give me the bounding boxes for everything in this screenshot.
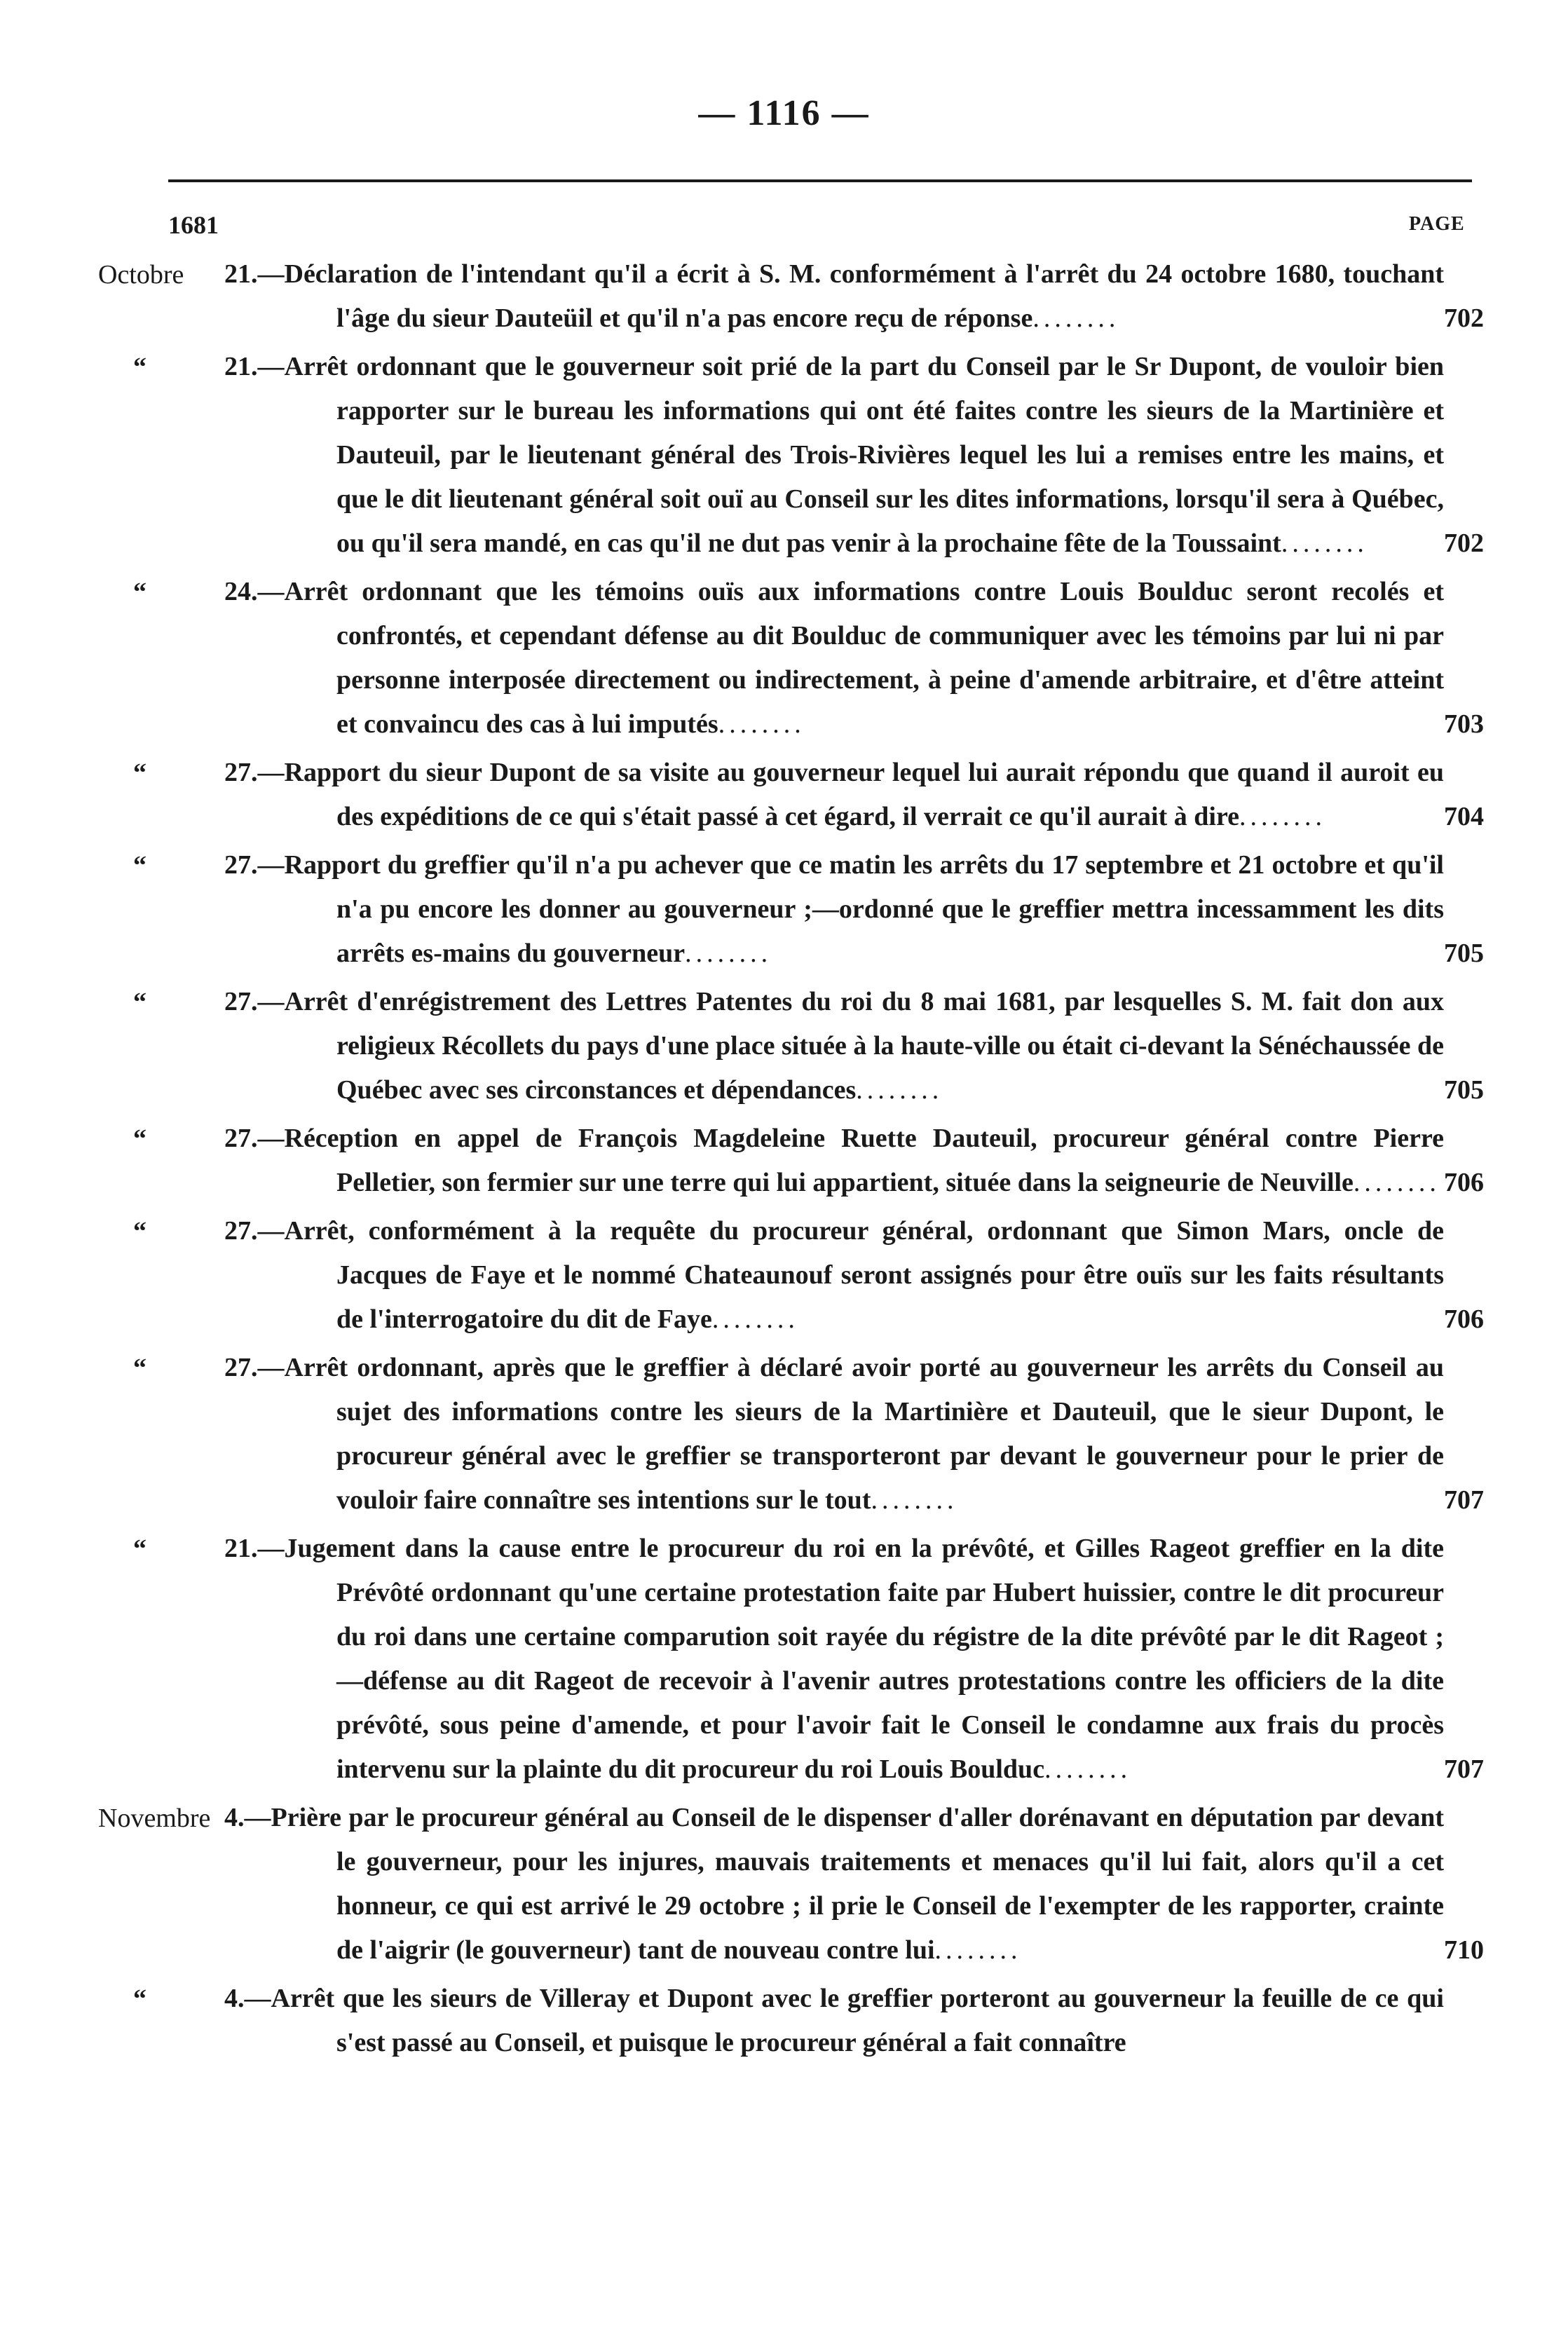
entry-body bbox=[224, 1117, 1444, 1205]
entry-body bbox=[224, 1796, 1444, 1972]
entry-day: 4. bbox=[224, 1984, 245, 2013]
leader-dots: ........ bbox=[685, 939, 772, 968]
list-item bbox=[0, 1977, 1568, 2065]
list-item bbox=[0, 1527, 1568, 1792]
ditto-mark: “ bbox=[133, 851, 146, 880]
entry-text: —Jugement dans la cause entre le procureur du roi en la prévôté, et Gilles Rageot greffier en la dite Prévôté ordonnant qu'une certaine protestation faite par Hubert huissier, contre le dit procureur du roi dans une certaine comparution soit rayée du régistre de la dite prévôté par le dit Rageot ;—défense au dit Rageot de recevoir à l'avenir autres protestations contre les officiers de la dite prévôté, sous peine d'amende, et pour l'avoir fait le Conseil le condamne aux frais du procès intervenu sur la plainte du dit procureur du roi Louis Boulduc bbox=[257, 1534, 1444, 1784]
entry-list bbox=[0, 252, 1568, 2069]
entry-day: 27. bbox=[224, 1216, 258, 1246]
entry-month: Octobre bbox=[98, 260, 184, 289]
entry-text: —Arrêt ordonnant, après que le greffier à déclaré avoir porté au gouverneur les arrêts du Conseil au sujet des informations contre les sieurs de la Martinière et Dauteuil, que le sieur Dupont, le procureur général avec le greffier se transporteront par devant le gouverneur pour le prier de vouloir faire connaître ses intentions sur le tout bbox=[257, 1353, 1444, 1515]
entry-body bbox=[224, 252, 1444, 341]
list-item bbox=[0, 1346, 1568, 1522]
entry-day: 4. bbox=[224, 1803, 245, 1832]
entry-body bbox=[224, 570, 1444, 747]
leader-dots: ........ bbox=[1032, 304, 1120, 333]
entry-day: 27. bbox=[224, 758, 258, 787]
entry-day: 21. bbox=[224, 352, 258, 381]
entry-body bbox=[224, 980, 1444, 1112]
page-reference: 706 bbox=[1444, 1304, 1484, 1334]
entry-body bbox=[224, 1977, 1444, 2065]
leader-dots: ........ bbox=[871, 1485, 958, 1515]
ditto-mark: “ bbox=[133, 1984, 146, 2014]
page-reference: 705 bbox=[1444, 1075, 1484, 1105]
entry-day: 27. bbox=[224, 987, 258, 1016]
entry-body bbox=[224, 1209, 1444, 1342]
ditto-mark: “ bbox=[133, 578, 146, 607]
page-reference: 707 bbox=[1444, 1485, 1484, 1515]
page-reference: 703 bbox=[1444, 709, 1484, 739]
entry-day: 27. bbox=[224, 1124, 258, 1153]
leader-dots: ........ bbox=[1353, 1168, 1440, 1197]
leader-dots: ........ bbox=[856, 1075, 943, 1105]
leader-dots: ........ bbox=[1044, 1754, 1132, 1784]
entry-month: Novembre bbox=[98, 1804, 211, 1833]
ditto-mark: “ bbox=[133, 1124, 146, 1154]
entry-day: 27. bbox=[224, 1353, 258, 1382]
page-reference: 704 bbox=[1444, 802, 1484, 831]
entry-text: —Rapport du sieur Dupont de sa visite au gouverneur lequel lui aurait répondu que quand il auroit eu des expéditions de ce qui s'était passé à cet égard, il verrait ce qu'il aurait à dire bbox=[257, 758, 1444, 831]
page-reference: 702 bbox=[1444, 529, 1484, 558]
leader-dots: ........ bbox=[1281, 529, 1368, 558]
page-column-heading: PAGE bbox=[1409, 213, 1465, 235]
entry-text: —Prière par le procureur général au Conseil de le dispenser d'aller dorénavant en députation par devant le gouverneur, pour les injures, mauvais traitements et menaces qu'il lui fait, alors qu'il a cet honneur, ce qui est arrivé le 29 octobre ; il prie le Conseil de l'exempter de les rapporter, crainte de l'aigrir (le gouverneur) tant de nouveau contre lui bbox=[244, 1803, 1444, 1965]
ditto-mark: “ bbox=[133, 1534, 146, 1564]
list-item bbox=[0, 1117, 1568, 1205]
page-reference: 710 bbox=[1444, 1935, 1484, 1965]
entry-day: 21. bbox=[224, 1534, 258, 1563]
entry-body bbox=[224, 1346, 1444, 1522]
list-item bbox=[0, 1796, 1568, 1972]
leader-dots: ........ bbox=[934, 1935, 1022, 1965]
list-item bbox=[0, 570, 1568, 747]
entry-text: —Arrêt d'enrégistrement des Lettres Patentes du roi du 8 mai 1681, par lesquelles S. M. fait don aux religieux Récollets du pays d'une place située à la haute-ville ou était ci-devant la Sénéchaussée de Québec avec ses circonstances et dépendances bbox=[257, 987, 1444, 1105]
list-item bbox=[0, 252, 1568, 341]
ditto-mark: “ bbox=[133, 1354, 146, 1383]
page-reference: 706 bbox=[1444, 1168, 1484, 1197]
leader-dots: ........ bbox=[711, 1304, 799, 1334]
leader-dots: ........ bbox=[718, 709, 805, 739]
ditto-mark: “ bbox=[133, 1217, 146, 1246]
entry-text: —Arrêt que les sieurs de Villeray et Dupont avec le greffier porteront au gouverneur la feuille de ce qui s'est passé au Conseil, et puisque le procureur général a fait connaître bbox=[244, 1984, 1444, 2057]
list-item bbox=[0, 1209, 1568, 1342]
entry-body bbox=[224, 751, 1444, 839]
list-item bbox=[0, 345, 1568, 566]
entry-body bbox=[224, 843, 1444, 976]
ditto-mark: “ bbox=[133, 988, 146, 1017]
leader-dots: ........ bbox=[1239, 802, 1326, 831]
entry-text: —Rapport du greffier qu'il n'a pu achever que ce matin les arrêts du 17 septembre et 21 octobre et qu'il n'a pu encore les donner au gouverneur ;—ordonné que le greffier mettra incessamment les dits arrêts es-mains du gouverneur bbox=[257, 850, 1444, 968]
entry-day: 21. bbox=[224, 259, 258, 289]
entry-day: 27. bbox=[224, 850, 258, 880]
entry-text: —Réception en appel de François Magdeleine Ruette Dauteuil, procureur général contre Pierre Pelletier, son fermier sur une terre qui lui appartient, située dans la seigneurie de Neuville bbox=[257, 1124, 1444, 1197]
page-reference: 705 bbox=[1444, 939, 1484, 968]
entry-text: —Arrêt ordonnant que le gouverneur soit prié de la part du Conseil par le Sr Dupont, de vouloir bien rapporter sur le bureau les informations qui ont été faites contre les sieurs de la Martinière et Dauteuil, par le lieutenant général des Trois-Rivières lequel les lui a remises entre les mains, et que le dit lieutenant général soit ouï au Conseil sur les dites informations, lorsqu'il sera à Québec, ou qu'il sera mandé, en cas qu'il ne dut pas venir à la prochaine fête de la Toussaint bbox=[257, 352, 1444, 558]
ditto-mark: “ bbox=[133, 758, 146, 788]
entry-text: —Arrêt, conformément à la requête du procureur général, ordonnant que Simon Mars, oncle de Jacques de Faye et le nommé Chateaunouf seront assignés pour être ouïs sur les faits résultants de l'interrogatoire du dit de Faye bbox=[257, 1216, 1444, 1334]
entry-body bbox=[224, 345, 1444, 566]
header-rule bbox=[168, 179, 1472, 182]
entry-text: —Arrêt ordonnant que les témoins ouïs aux informations contre Louis Boulduc seront recolés et confrontés, et cependant défense au dit Boulduc de communiquer avec les témoins par lui ni par personne interposée directement ou indirectement, à peine d'amende arbitraire, et d'être atteint et convaincu des cas à lui imputés bbox=[257, 577, 1444, 739]
year-heading: 1681 bbox=[168, 211, 219, 239]
list-item bbox=[0, 843, 1568, 976]
entry-text: —Déclaration de l'intendant qu'il a écrit à S. M. conformément à l'arrêt du 24 octobre 1680, touchant l'âge du sieur Dauteüil et qu'il n'a pas encore reçu de réponse bbox=[257, 259, 1444, 333]
page-reference: 702 bbox=[1444, 304, 1484, 333]
entry-body bbox=[224, 1527, 1444, 1792]
ditto-mark: “ bbox=[133, 353, 146, 382]
list-item bbox=[0, 751, 1568, 839]
page-number: — 1116 — bbox=[698, 93, 870, 133]
page-reference: 707 bbox=[1444, 1754, 1484, 1784]
list-item bbox=[0, 980, 1568, 1112]
entry-day: 24. bbox=[224, 577, 258, 606]
